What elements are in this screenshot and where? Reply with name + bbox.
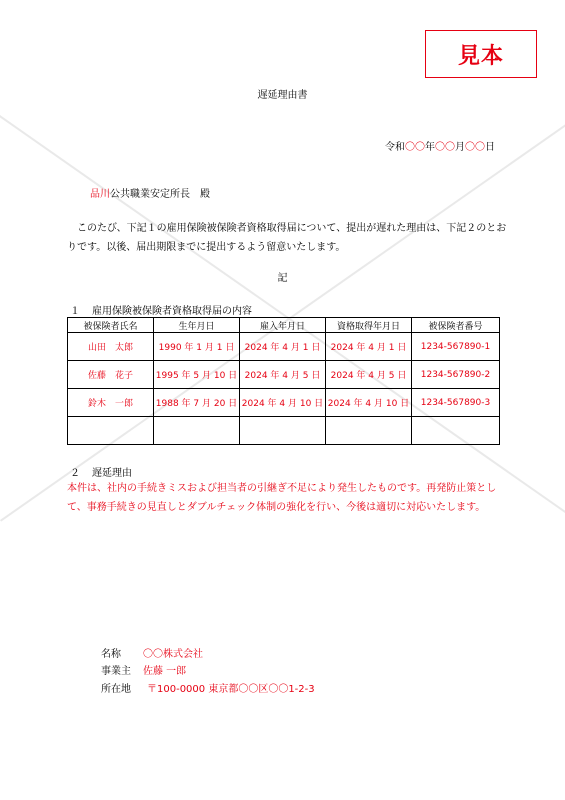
addressee-place: 品川 xyxy=(90,189,110,200)
company-owner-label: 事業主 xyxy=(101,666,131,677)
table-cell-hire: 2024 年 4 月 5 日 xyxy=(240,361,326,389)
table-header: 被保険者番号 xyxy=(412,318,500,333)
table-header: 資格取得年月日 xyxy=(326,318,412,333)
company-address-label: 所在地 xyxy=(101,684,131,695)
insured-table xyxy=(67,317,500,445)
date-year: 〇〇 xyxy=(405,142,425,153)
table-cell-qualify: 2024 年 4 月 10 日 xyxy=(326,389,412,417)
table-cell-birth xyxy=(154,417,240,445)
table-header-row xyxy=(68,318,500,333)
table-cell-hire: 2024 年 4 月 1 日 xyxy=(240,333,326,361)
company-address-value: 〒100-0000 東京都〇〇区〇〇1-2-3 xyxy=(147,684,315,695)
date-year-unit: 年 xyxy=(425,142,435,153)
table-cell-birth: 1988 年 7 月 20 日 xyxy=(154,389,240,417)
table-cell-number: 1234-567890-2 xyxy=(412,361,500,389)
document-title: 遅延理由書 xyxy=(257,90,308,101)
document-date xyxy=(385,138,495,153)
table-row-empty xyxy=(68,417,500,445)
table-cell-qualify: 2024 年 4 月 5 日 xyxy=(326,361,412,389)
table-header: 雇入年月日 xyxy=(240,318,326,333)
addressee xyxy=(90,185,210,200)
date-era: 令和 xyxy=(385,142,405,153)
company-name-row xyxy=(101,645,203,660)
table-row xyxy=(68,389,500,417)
table-cell-name: 佐藤 花子 xyxy=(68,361,154,389)
table-cell-name xyxy=(68,417,154,445)
table-cell-hire: 2024 年 4 月 10 日 xyxy=(240,389,326,417)
company-owner-row xyxy=(101,662,186,677)
company-owner-value: 佐藤 一郎 xyxy=(143,666,187,677)
table-cell-name: 山田 太郎 xyxy=(68,333,154,361)
table-cell-hire xyxy=(240,417,326,445)
section-2-number: ２ xyxy=(70,468,80,479)
table-header: 生年月日 xyxy=(154,318,240,333)
section-2-title: 遅延理由 xyxy=(92,468,132,479)
company-address-row xyxy=(101,680,315,695)
table-header: 被保険者氏名 xyxy=(68,318,154,333)
body-paragraph: このたび、下記１の雇用保険被保険者資格取得届について、提出が遅れた理由は、下記２のとおりです。以後、届出期限までに提出するよう留意いたします。 xyxy=(67,223,507,253)
table-cell-birth: 1995 年 5 月 10 日 xyxy=(154,361,240,389)
table-cell-name: 鈴木 一郎 xyxy=(68,389,154,417)
date-day: 〇〇 xyxy=(465,142,485,153)
delay-reason: 本件は、社内の手続きミスおよび担当者の引継ぎ不足により発生したものです。再発防止策として、事務手続きの見直しとダブルチェック体制の強化を行い、今後は適切に対応いたします。 xyxy=(67,483,497,513)
table-cell-qualify: 2024 年 4 月 1 日 xyxy=(326,333,412,361)
ki-heading: 記 xyxy=(277,273,288,284)
table-row xyxy=(68,361,500,389)
section-1-title: 雇用保険被保険者資格取得届の内容 xyxy=(92,306,252,317)
section-2-heading xyxy=(70,464,132,479)
table-row xyxy=(68,333,500,361)
table-cell-number: 1234-567890-3 xyxy=(412,389,500,417)
date-month-unit: 月 xyxy=(455,142,465,153)
company-name-value: 〇〇株式会社 xyxy=(143,649,203,660)
table-cell-number: 1234-567890-1 xyxy=(412,333,500,361)
table-cell-number xyxy=(412,417,500,445)
section-1-number: １ xyxy=(70,306,80,317)
addressee-office: 公共職業安定所長 殿 xyxy=(110,189,210,200)
date-month: 〇〇 xyxy=(435,142,455,153)
company-name-label: 名称 xyxy=(101,649,121,660)
table-cell-qualify xyxy=(326,417,412,445)
date-day-unit: 日 xyxy=(485,142,495,153)
sample-stamp: 見本 xyxy=(425,30,537,78)
section-1-heading xyxy=(70,302,252,317)
table-cell-birth: 1990 年 1 月 1 日 xyxy=(154,333,240,361)
